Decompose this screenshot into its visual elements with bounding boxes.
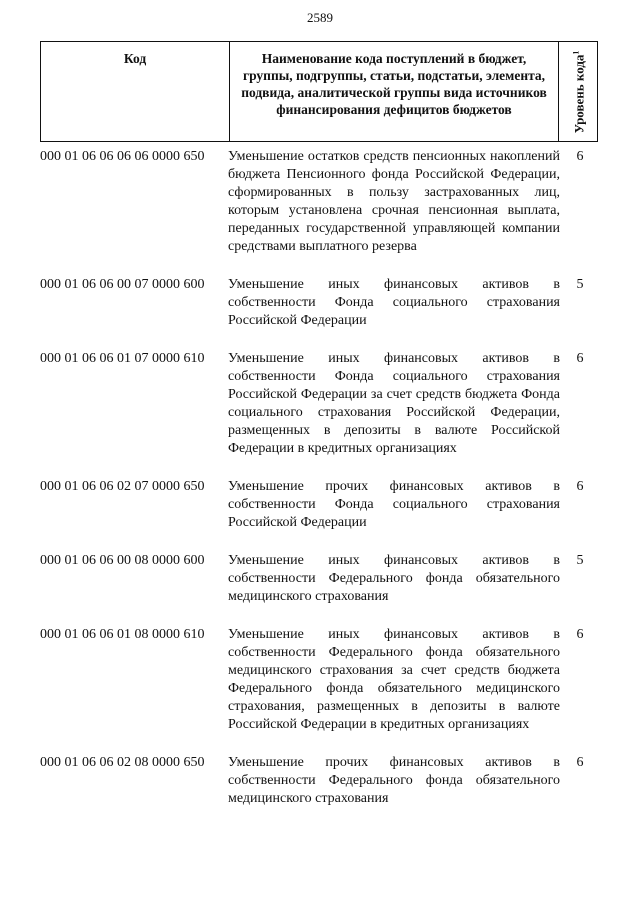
row-name: Уменьшение иных финансовых активов в собственности Фонда социального страхования Российской Федерации [228, 277, 560, 328]
row-level: 6 [576, 627, 584, 642]
header-name: Наименование кода поступлений в бюджет, группы, подгруппы, статьи, подстатьи, элемента, подвида, аналитической группы вида источников финансирования дефицитов бюджетов [230, 42, 559, 142]
row-name: Уменьшение иных финансовых активов в собственности Федерального фонда обязательного медицинского страхования за счет средств бюджета Федерального фонда обязательного медицинского страхования, размещенных в депозиты в валюте Российской Федерации в кредитных организациях [228, 627, 560, 732]
table-row [40, 552, 600, 606]
page-number: 2589 [307, 10, 333, 25]
row-code: 000 01 06 06 00 07 0000 600 [40, 277, 205, 292]
row-code: 000 01 06 06 02 08 0000 650 [40, 755, 205, 770]
header-level [559, 42, 598, 142]
row-code: 000 01 06 06 06 06 0000 650 [40, 149, 205, 164]
row-name: Уменьшение остатков средств пенсионных накоплений бюджета Пенсионного фонда Российской Федерации, сформированных в пользу застрахованных лиц, которым установлена срочная пенсионная выплата, переданных государственной управляющей компании средствами выплатного резерва [228, 149, 560, 254]
row-code: 000 01 06 06 02 07 0000 650 [40, 479, 205, 494]
table-row [40, 754, 600, 808]
row-code: 000 01 06 06 01 07 0000 610 [40, 351, 205, 366]
row-level: 5 [576, 277, 584, 292]
header-code: Код [41, 42, 230, 142]
header-level-rotated [569, 50, 586, 133]
row-level: 6 [576, 351, 584, 366]
row-name: Уменьшение прочих финансовых активов в собственности Фонда социального страхования Российской Федерации [228, 479, 560, 530]
table-body [40, 148, 600, 828]
header-level-text: Уровень кода [571, 54, 587, 133]
row-level: 5 [576, 553, 584, 568]
row-level: 6 [576, 479, 584, 494]
table-row [40, 148, 600, 256]
table-row [40, 350, 600, 458]
header-level-footnote: 1 [571, 50, 581, 55]
row-level: 6 [576, 149, 584, 164]
row-name: Уменьшение иных финансовых активов в собственности Фонда социального страхования Российской Федерации за счет средств бюджета Фонда социального страхования Российской Федерации, размещенных в депозиты в валюте Российской Федерации в кредитных организациях [228, 351, 560, 456]
row-level: 6 [576, 755, 584, 770]
table-row [40, 478, 600, 532]
table-row [40, 276, 600, 330]
row-name: Уменьшение иных финансовых активов в собственности Федерального фонда обязательного медицинского страхования [228, 553, 560, 604]
table-row [40, 626, 600, 734]
row-code: 000 01 06 06 01 08 0000 610 [40, 627, 205, 642]
row-name: Уменьшение прочих финансовых активов в собственности Федерального фонда обязательного медицинского страхования [228, 755, 560, 806]
row-code: 000 01 06 06 00 08 0000 600 [40, 553, 205, 568]
table-header [40, 41, 598, 142]
